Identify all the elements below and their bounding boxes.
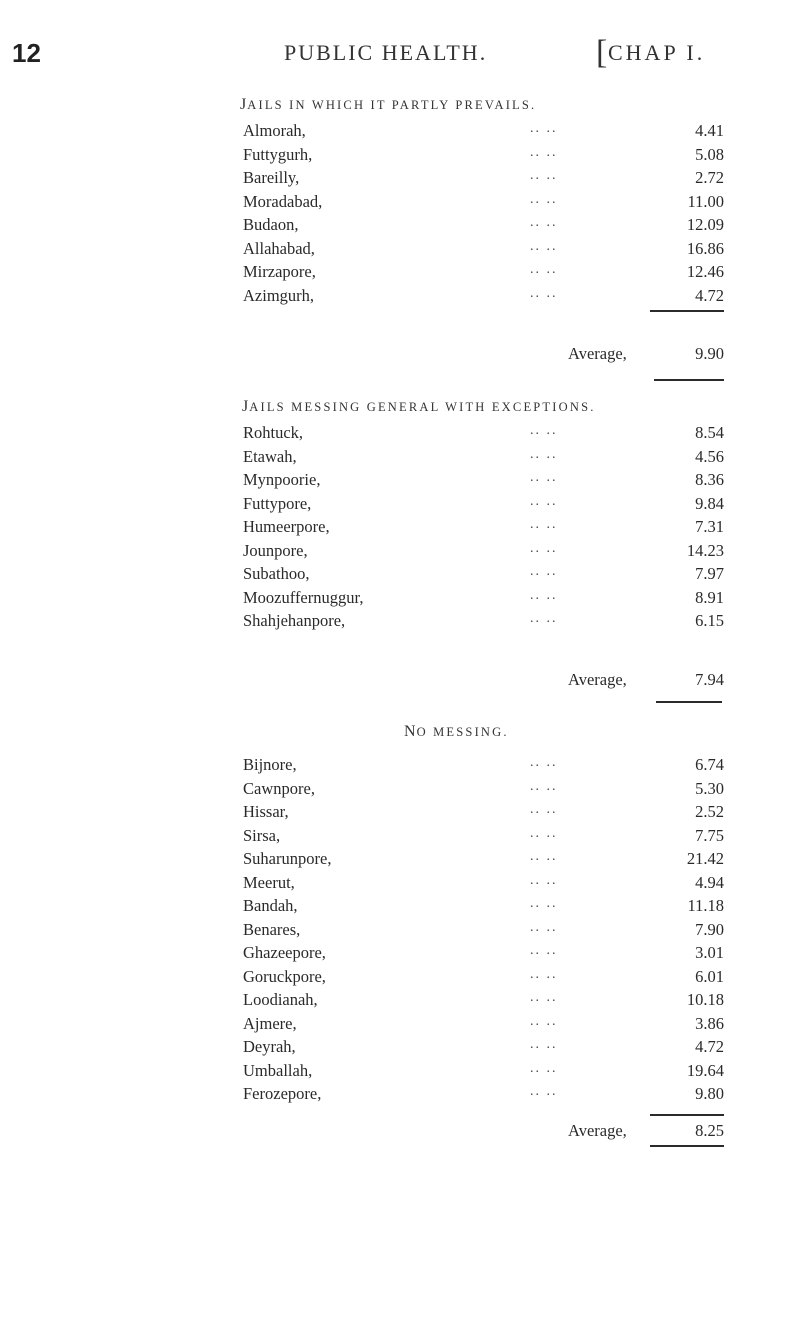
jail-value: 4.72 [695,285,724,305]
jail-name: Moozuffernuggur, [243,587,364,607]
dot-leader: .. .. [530,446,558,462]
dot-leader: .. .. [530,564,558,579]
open-bracket-glyph: [ [596,34,608,71]
jail-value: 5.30 [695,778,724,798]
jail-value: 16.86 [686,238,724,258]
jail-name: Shahjehanpore, [243,611,346,630]
page-number: 12 [12,38,41,68]
jail-name: Hissar, [243,802,289,821]
table-row [0,1037,800,1061]
jail-value: 7.31 [695,517,724,536]
jail-name: Umballah, [243,1060,313,1080]
dot-leader: .. .. [530,168,558,183]
jail-name: Rohtuck, [243,423,304,442]
dot-leader: .. .. [530,470,558,485]
table-row [0,215,800,239]
sum-rule [650,310,724,312]
jail-value: 11.00 [687,191,724,211]
jail-value: 7.75 [695,825,724,845]
jail-name: Mynpoorie, [243,470,321,489]
jail-value: 4.72 [695,1037,724,1056]
jail-name: Etawah, [243,446,297,466]
running-head [0,34,800,72]
jail-name: Ghazeepore, [243,943,326,962]
jail-value: 4.41 [695,121,724,140]
dot-leader: .. .. [530,191,558,207]
jail-rows [0,423,800,635]
closing-rule [650,1145,724,1147]
average-row [0,1121,800,1145]
dot-leader: .. .. [530,587,558,603]
table-row [0,564,800,588]
dot-leader: .. .. [530,611,558,626]
dot-leader: .. .. [530,1084,558,1099]
jail-value: 11.18 [687,896,724,915]
jail-name: Mirzapore, [243,262,316,281]
closing-rule [656,701,722,703]
table-row [0,517,800,541]
jail-value: 9.80 [695,1084,724,1103]
jail-value: 12.09 [686,215,724,234]
table-row [0,168,800,192]
jail-name: Benares, [243,919,301,939]
dot-leader: .. .. [530,990,558,1005]
table-row [0,967,800,991]
dot-leader: .. .. [530,262,558,277]
average-value: 9.90 [695,344,724,363]
jail-name: Ferozepore, [243,1084,322,1103]
jail-value: 6.74 [695,755,724,774]
table-row [0,849,800,873]
table-row [0,1014,800,1038]
table-row [0,611,800,635]
table-row [0,262,800,286]
average-label: Average, [568,670,627,689]
jail-name: Futtypore, [243,493,312,513]
table-row [0,802,800,826]
jail-value: 6.15 [695,611,724,630]
jail-name: Budaon, [243,215,299,234]
sum-rule [650,1114,724,1116]
jail-name: Subathoo, [243,564,310,583]
jail-name: Bandah, [243,896,298,915]
table-row [0,779,800,803]
average-label: Average, [568,1121,627,1140]
jail-value: 10.18 [686,990,724,1009]
table-row [0,470,800,494]
jail-rows [0,755,800,1108]
jail-value: 8.54 [695,423,724,442]
jail-name: Azimgurh, [243,285,315,305]
dot-leader: .. .. [530,144,558,160]
dot-leader: .. .. [530,896,558,911]
jail-name: Suharunpore, [243,849,332,868]
dot-leader: .. .. [530,966,558,982]
jail-name: Deyrah, [243,1037,296,1056]
table-row [0,588,800,612]
table-row [0,873,800,897]
closing-rule [654,379,724,381]
table-row [0,145,800,169]
table-row [0,447,800,471]
jail-value: 7.97 [695,564,724,583]
dot-leader: .. .. [530,493,558,509]
jail-name: Futtygurh, [243,144,313,164]
jail-value: 6.01 [695,966,724,986]
average-row [0,670,800,694]
jail-value: 12.46 [686,262,724,281]
average-label: Average, [568,344,627,363]
jail-name: Sirsa, [243,825,281,845]
table-row [0,920,800,944]
dot-leader: .. .. [530,423,558,438]
table-row [0,541,800,565]
jail-value: 2.72 [695,168,724,187]
jail-name: Meerut, [243,872,295,892]
average-value: 8.25 [695,1121,724,1140]
table-row [0,121,800,145]
jail-value: 5.08 [695,144,724,164]
jail-name: Allahabad, [243,238,315,258]
jail-rows [0,121,800,309]
table-row [0,990,800,1014]
section-heading: JAILS IN WHICH IT PARTLY PREVAILS. [240,96,537,113]
dot-leader: .. .. [530,849,558,864]
dot-leader: .. .. [530,285,558,301]
jail-value: 19.64 [686,1060,724,1080]
dot-leader: .. .. [530,517,558,532]
jail-name: Humeerpore, [243,517,330,536]
dot-leader: .. .. [530,778,558,794]
jail-name: Bijnore, [243,755,297,774]
jail-value: 3.01 [695,943,724,962]
dot-leader: .. .. [530,215,558,230]
average-row [0,344,800,368]
dot-leader: .. .. [530,121,558,136]
average-value: 7.94 [695,670,724,689]
table-row [0,286,800,310]
table-row [0,755,800,779]
jail-name: Moradabad, [243,191,323,211]
dot-leader: .. .. [530,1013,558,1029]
jail-value: 8.36 [695,470,724,489]
dot-leader: .. .. [530,825,558,841]
table-row [0,943,800,967]
dot-leader: .. .. [530,238,558,254]
table-row [0,1084,800,1108]
section-heading: NO MESSING. [404,723,509,740]
dot-leader: .. .. [530,1060,558,1076]
jail-value: 7.90 [695,919,724,939]
jail-name: Almorah, [243,121,306,140]
jail-name: Cawnpore, [243,778,315,798]
table-row [0,192,800,216]
table-row [0,423,800,447]
dot-leader: .. .. [530,540,558,556]
running-title: PUBLIC HEALTH. [284,40,488,65]
jail-name: Goruckpore, [243,966,326,986]
jail-name: Jounpore, [243,540,308,560]
jail-value: 9.84 [695,493,724,513]
table-row [0,1061,800,1085]
jail-name: Bareilly, [243,168,300,187]
chapter-reference: CHAP I. [608,40,706,65]
dot-leader: .. .. [530,802,558,817]
jail-value: 4.56 [695,446,724,466]
dot-leader: .. .. [530,755,558,770]
dot-leader: .. .. [530,1037,558,1052]
table-row [0,239,800,263]
jail-value: 2.52 [695,802,724,821]
jail-value: 3.86 [695,1013,724,1033]
dot-leader: .. .. [530,919,558,935]
table-row [0,494,800,518]
jail-value: 4.94 [695,872,724,892]
jail-name: Ajmere, [243,1013,297,1033]
jail-value: 8.91 [695,587,724,607]
jail-value: 14.23 [686,540,724,560]
dot-leader: .. .. [530,943,558,958]
jail-name: Loodianah, [243,990,318,1009]
dot-leader: .. .. [530,872,558,888]
table-row [0,896,800,920]
jail-value: 21.42 [686,849,724,868]
section-heading: JAILS MESSING GENERAL WITH EXCEPTIONS. [242,398,596,415]
table-row [0,826,800,850]
